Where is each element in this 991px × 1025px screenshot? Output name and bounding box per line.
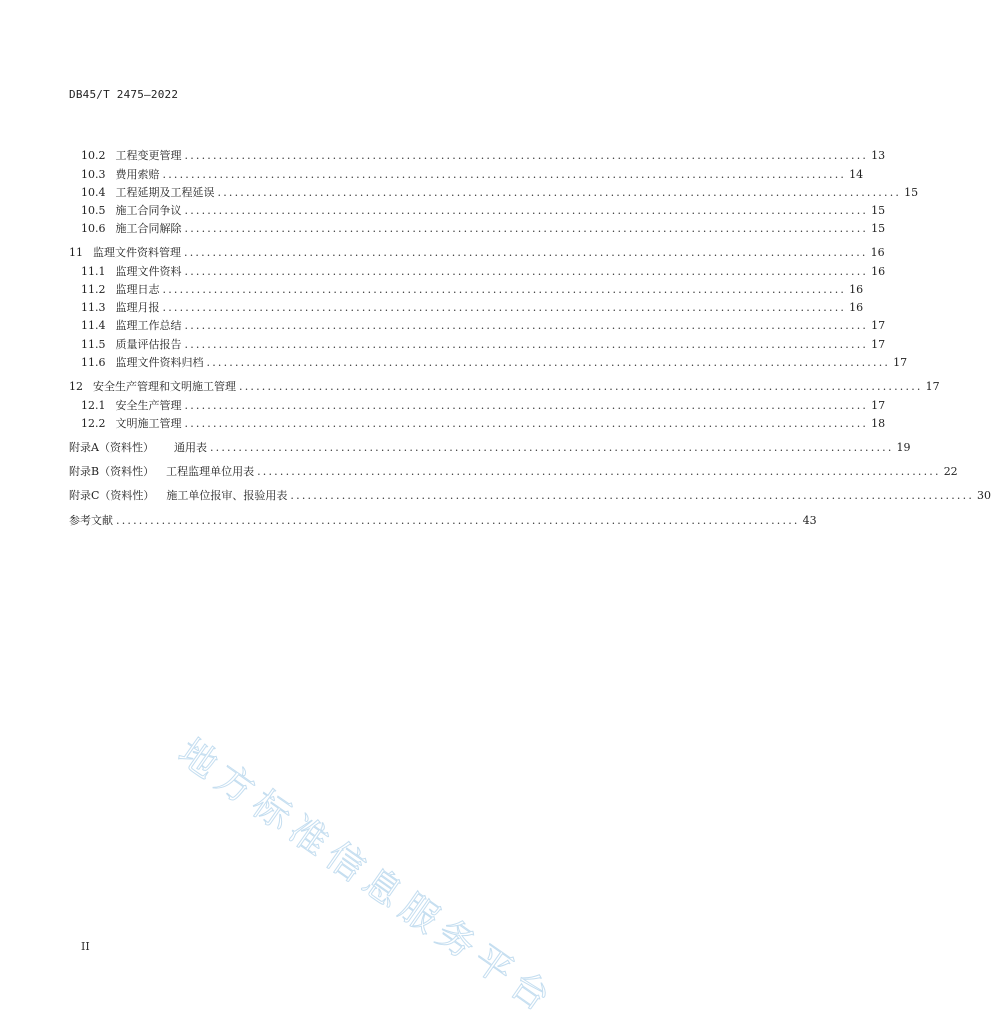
toc-number: 12.1 [81, 399, 106, 412]
toc-number: 附录B（资料性） [69, 465, 155, 478]
toc-page: 14 [849, 168, 864, 181]
toc-leader: ........................................................................................................................ [209, 441, 894, 454]
toc-entry-appendix[interactable] [69, 440, 911, 456]
toc-page: 18 [871, 417, 886, 430]
document-code: DB45/T 2475—2022 [69, 88, 179, 101]
toc-leader: ........................................................................................................................ [184, 149, 869, 162]
toc-number: 10.4 [81, 186, 106, 199]
toc-entry[interactable] [81, 398, 886, 414]
toc-page: 19 [896, 441, 911, 454]
toc-title: 安全生产管理 [115, 399, 182, 412]
toc-leader: ........................................................................................................................ [184, 338, 869, 351]
toc-title: 施工单位报审、报验用表 [166, 489, 288, 502]
toc-page: 16 [849, 301, 864, 314]
toc-page: 17 [871, 399, 886, 412]
toc-number: 10.3 [81, 168, 106, 181]
toc-leader: ........................................................................................................................ [162, 168, 847, 181]
toc-title: 监理工作总结 [115, 319, 182, 332]
toc-entry[interactable] [81, 185, 919, 201]
toc-entry[interactable] [81, 148, 886, 164]
toc-title: 施工合同解除 [115, 222, 182, 235]
toc-title: 监理日志 [115, 283, 160, 296]
toc-page: 43 [802, 514, 817, 527]
toc-page: 17 [871, 319, 886, 332]
toc-number: 11.4 [81, 319, 106, 332]
toc-leader: ........................................................................................................................ [290, 489, 975, 502]
toc-leader: ........................................................................................................................ [116, 514, 800, 527]
toc-page: 16 [871, 265, 886, 278]
toc-number: 11.1 [81, 265, 106, 278]
toc-leader: ........................................................................................................................ [184, 246, 868, 259]
toc-number: 附录A（资料性） [69, 441, 154, 454]
toc-leader: ........................................................................................................................ [184, 222, 869, 235]
toc-entry[interactable] [81, 282, 864, 298]
toc-leader: ........................................................................................................................ [239, 380, 923, 393]
toc-title: 文明施工管理 [115, 417, 182, 430]
toc-number: 11.2 [81, 283, 106, 296]
toc-page: 17 [925, 380, 940, 393]
toc-entry[interactable] [81, 355, 908, 371]
toc-title: 监理文件资料归档 [115, 356, 204, 369]
toc-title: 工程变更管理 [115, 149, 182, 162]
toc-number: 10.6 [81, 222, 106, 235]
toc-entry[interactable] [81, 318, 886, 334]
toc-number: 11 [69, 246, 83, 259]
toc-leader: ........................................................................................................................ [257, 465, 941, 478]
toc-page: 17 [871, 338, 886, 351]
toc-page: 16 [849, 283, 864, 296]
page-number: II [81, 940, 90, 953]
toc-title: 监理月报 [115, 301, 160, 314]
toc-title: 监理文件资料 [115, 265, 182, 278]
toc-title: 施工合同争议 [115, 204, 182, 217]
toc-number: 10.5 [81, 204, 106, 217]
toc-leader: ........................................................................................................................ [162, 301, 847, 314]
toc-page: 30 [977, 489, 991, 502]
toc-entry[interactable] [81, 337, 886, 353]
toc-leader: ........................................................................................................................ [162, 283, 847, 296]
toc-leader: ........................................................................................................................ [217, 186, 902, 199]
toc-number: 12.2 [81, 417, 106, 430]
toc-title: 费用索赔 [115, 168, 160, 181]
toc-leader: ........................................................................................................................ [206, 356, 891, 369]
toc-page: 13 [871, 149, 886, 162]
toc-leader: ........................................................................................................................ [184, 204, 869, 217]
toc-title: 工程延期及工程延误 [115, 186, 215, 199]
toc-page: 17 [893, 356, 908, 369]
watermark: 地方标准信息服务平台 [170, 730, 564, 1024]
toc-page: 15 [871, 204, 886, 217]
toc-entry[interactable] [81, 416, 886, 432]
toc-number: 10.2 [81, 149, 106, 162]
toc-page: 15 [904, 186, 919, 199]
toc-entry-appendix[interactable] [69, 488, 991, 504]
toc-entry[interactable] [69, 245, 885, 261]
toc-leader: ........................................................................................................................ [184, 319, 869, 332]
toc-leader: ........................................................................................................................ [184, 417, 869, 430]
toc-entry[interactable] [81, 300, 864, 316]
toc-number: 11.6 [81, 356, 106, 369]
toc-leader: ........................................................................................................................ [184, 399, 869, 412]
toc-number: 11.5 [81, 338, 106, 351]
toc-leader: ........................................................................................................................ [184, 265, 869, 278]
toc-page: 22 [943, 465, 958, 478]
toc-page: 16 [870, 246, 885, 259]
toc-number: 11.3 [81, 301, 106, 314]
toc-title: 质量评估报告 [115, 338, 182, 351]
toc-entry-appendix[interactable] [69, 464, 958, 480]
toc-title: 通用表 [173, 441, 207, 454]
toc-entry[interactable] [81, 203, 886, 219]
toc-title: 工程监理单位用表 [166, 465, 255, 478]
toc-number: 12 [69, 380, 83, 393]
toc-entry-references[interactable] [69, 513, 817, 529]
toc-entry[interactable] [81, 167, 864, 183]
toc-number: 附录C（资料性） [69, 489, 155, 502]
toc-title: 安全生产管理和文明施工管理 [93, 380, 236, 393]
toc-entry[interactable] [69, 379, 940, 395]
toc-entry[interactable] [81, 221, 886, 237]
toc-title: 监理文件资料管理 [93, 246, 181, 259]
toc-entry[interactable] [81, 264, 886, 280]
toc-title: 参考文献 [69, 514, 113, 527]
toc-page: 15 [871, 222, 886, 235]
